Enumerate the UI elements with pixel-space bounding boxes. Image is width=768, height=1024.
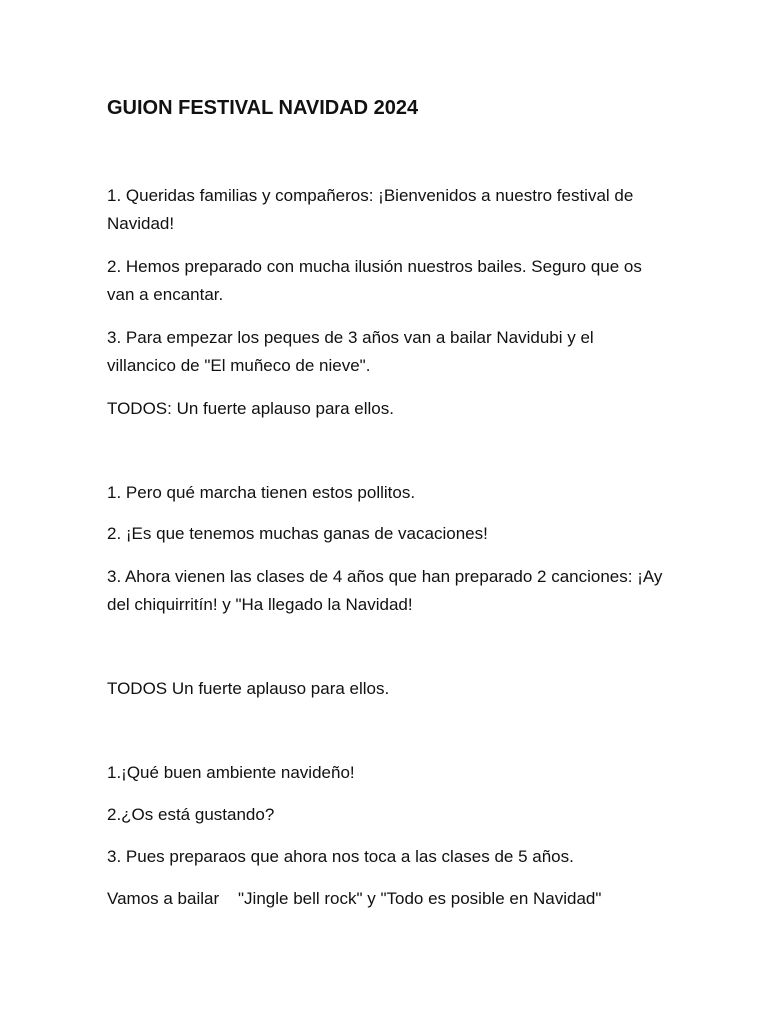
document-title: GUION FESTIVAL NAVIDAD 2024 <box>107 97 419 119</box>
script-line: 3. Pues preparaos que ahora nos toca a las clases de 5 años. <box>107 847 574 866</box>
script-line: 3. Ahora vienen las clases de 4 años que han preparado 2 canciones: ¡Ay del chiquirritín! y "Ha llegado la Navidad! <box>107 567 668 614</box>
script-line: 2. ¡Es que tenemos muchas ganas de vacaciones! <box>107 524 488 543</box>
script-line: 2.¿Os está gustando? <box>107 805 275 824</box>
script-line: 3. Para empezar los peques de 3 años van a bailar Navidubi y el villancico de "El muñeco de nieve". <box>107 328 599 375</box>
script-line: TODOS: Un fuerte aplauso para ellos. <box>107 399 394 418</box>
script-line: 2. Hemos preparado con mucha ilusión nuestros bailes. Seguro que os van a encantar. <box>107 257 647 304</box>
script-line: 1. Pero qué marcha tienen estos pollitos. <box>107 483 416 502</box>
script-line: 1. Queridas familias y compañeros: ¡Bienvenidos a nuestro festival de Navidad! <box>107 186 639 233</box>
script-line: Vamos a bailar "Jingle bell rock" y "Todo es posible en Navidad" <box>107 889 602 908</box>
script-line: 1.¡Qué buen ambiente navideño! <box>107 763 355 782</box>
script-line: TODOS Un fuerte aplauso para ellos. <box>107 679 390 698</box>
